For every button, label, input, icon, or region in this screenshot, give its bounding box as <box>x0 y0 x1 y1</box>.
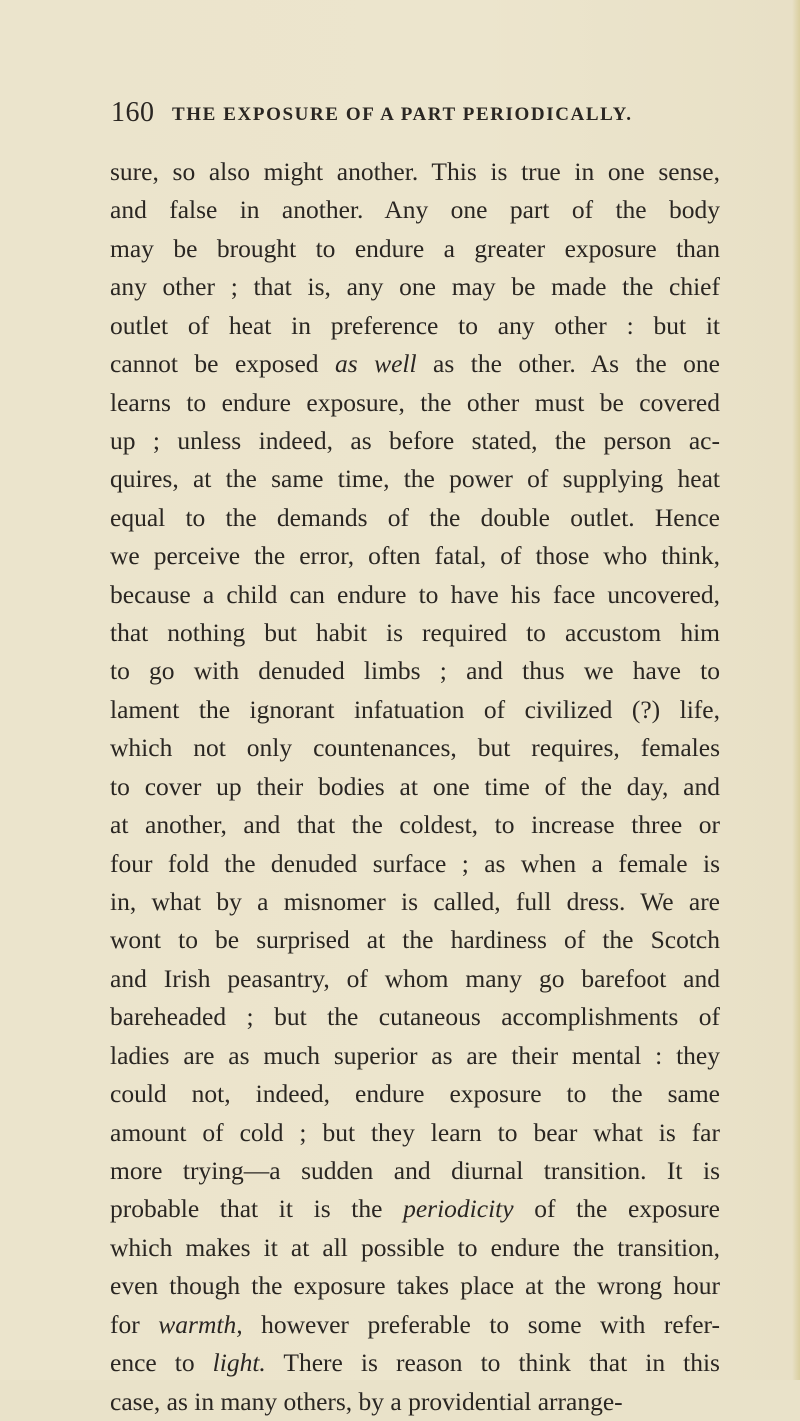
text-line: and Irish peasantry, of whom many go barefoot and <box>110 963 720 993</box>
text-line: and false in another. Any one part of the body <box>110 195 720 225</box>
text-line: because a child can endure to have his face uncovered, <box>110 579 720 609</box>
page-edge <box>792 0 800 1380</box>
emphasis: periodicity <box>403 1194 514 1224</box>
text-line: could not, indeed, endure exposure to the same <box>110 1079 720 1109</box>
text-line: more trying—a sudden and diurnal transition. It is <box>110 1155 720 1185</box>
text-line: amount of cold ; but they learn to bear what is far <box>110 1117 720 1147</box>
text-line: cannot be exposed as well as the other. As the one <box>110 349 720 379</box>
text-line: that nothing but habit is required to accustom him <box>110 618 720 648</box>
running-head: THE EXPOSURE OF A PART PERIODICALLY. <box>172 104 633 125</box>
text-line: bareheaded ; but the cutaneous accomplishments of <box>110 1002 720 1032</box>
text-line: to cover up their bodies at one time of the day, and <box>110 771 720 801</box>
text-line: up ; unless indeed, as before stated, the person ac- <box>110 425 720 455</box>
emphasis: as well <box>334 349 417 379</box>
text-line: which not only countenances, but requires, females <box>110 733 720 763</box>
text-line: case, as in many others, by a providential arrange- <box>110 1386 623 1416</box>
text-line: which makes it at all possible to endure the transition, <box>110 1232 720 1262</box>
text-line: we perceive the error, often fatal, of those who think, <box>110 541 720 571</box>
text-line: outlet of heat in preference to any other : but it <box>110 310 720 340</box>
body-text <box>110 153 720 1421</box>
text-line: at another, and that the coldest, to increase three or <box>110 810 720 840</box>
text-line: any other ; that is, any one may be made the chief <box>110 272 720 302</box>
text-line: ence to light. There is reason to think that in this <box>110 1348 720 1378</box>
text-line: even though the exposure takes place at the wrong hour <box>110 1271 720 1301</box>
text-line: equal to the demands of the double outlet. Hence <box>110 502 720 532</box>
text-line: to go with denuded limbs ; and thus we have to <box>110 656 720 686</box>
text-line: quires, at the same time, the power of supplying heat <box>110 464 720 494</box>
text-line: lament the ignorant infatuation of civilized (?) life, <box>110 694 720 724</box>
page-number: 160 <box>111 97 155 128</box>
emphasis: light. <box>212 1348 266 1378</box>
page-header <box>111 97 721 137</box>
text-line: wont to be surprised at the hardiness of the Scotch <box>110 925 720 955</box>
emphasis: warmth, <box>158 1309 243 1339</box>
text-line: learns to endure exposure, the other must be covered <box>110 387 720 417</box>
text-line: in, what by a misnomer is called, full dress. We are <box>110 887 720 917</box>
text-line: sure, so also might another. This is true in one sense, <box>110 157 720 186</box>
text-line: for warmth, however preferable to some with refer- <box>110 1309 721 1339</box>
text-line: four fold the denuded surface ; as when a female is <box>110 848 720 878</box>
text-line: probable that it is the periodicity of the exposure <box>110 1194 720 1224</box>
text-line: ladies are as much superior as are their mental : they <box>110 1040 720 1070</box>
text-line: may be brought to endure a greater exposure than <box>110 233 720 263</box>
